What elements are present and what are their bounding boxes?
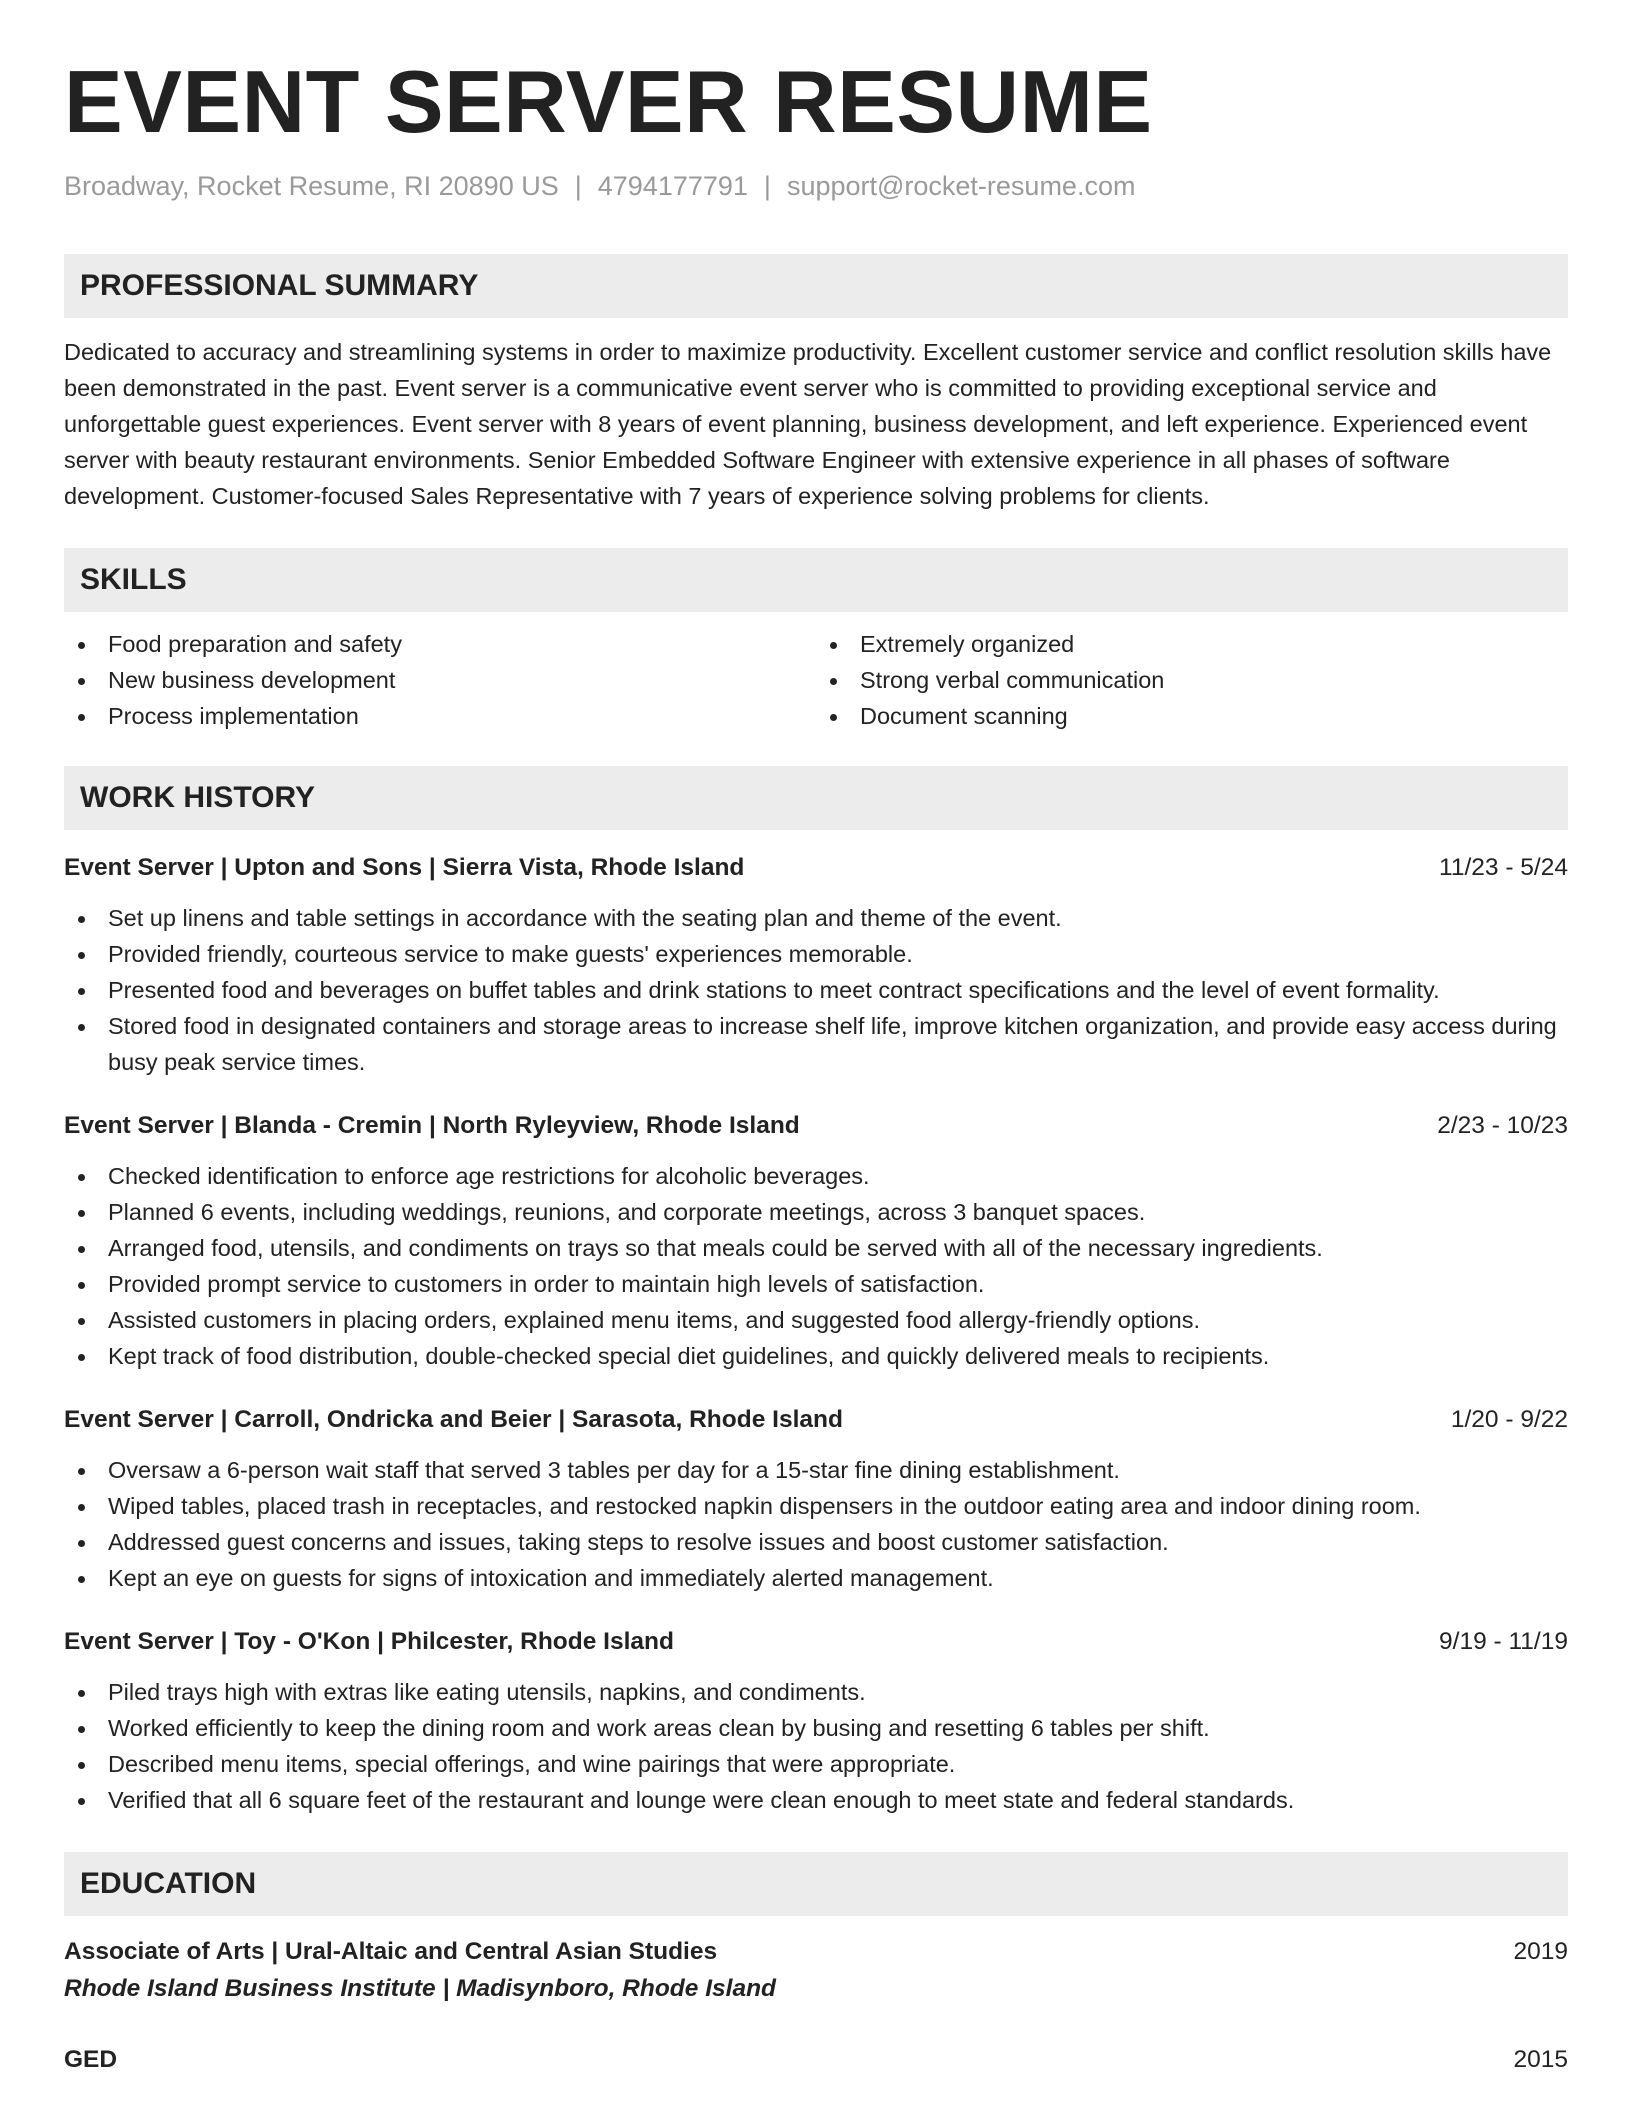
job-bullet: Provided prompt service to customers in order to maintain high levels of satisfaction. [64,1266,1568,1302]
skill-item: Process implementation [108,698,816,734]
skill-item: Document scanning [860,698,1568,734]
skill-item: Strong verbal communication [860,662,1568,698]
skill-item: New business development [108,662,816,698]
contact-line [64,168,1568,204]
page-title: EVENT SERVER RESUME [64,52,1153,151]
job-title: Event Server | Blanda - Cremin | North Ryleyview, Rhode Island [64,1112,800,1139]
job-title: Event Server | Carroll, Ondricka and Beier | Sarasota, Rhode Island [64,1406,843,1433]
job-bullet: Stored food in designated containers and storage areas to increase shelf life, improve kitchen organization, and provide easy access during busy peak service times. [64,1008,1568,1080]
job-bullet: Kept track of food distribution, double-checked special diet guidelines, and quickly delivered meals to recipients. [64,1338,1568,1374]
contact-separator: | [763,171,771,201]
contact-phone: 4794177791 [597,171,748,201]
education-row [64,1934,1568,1970]
skills-grid [64,626,1568,734]
job-bullets [64,1452,1568,1596]
job-bullet: Presented food and beverages on buffet tables and drink stations to meet contract specifications and the level of event formality. [64,972,1568,1008]
job-title: Event Server | Toy - O'Kon | Philcester, Rhode Island [64,1628,674,1655]
job-entry [64,1402,1568,1596]
job-title-row [64,1624,1568,1660]
job-bullet: Verified that all 6 square feet of the restaurant and lounge were clean enough to meet state and federal standards. [64,1782,1568,1818]
job-bullets [64,1158,1568,1374]
job-title-row [64,850,1568,886]
education-degree: Associate of Arts | Ural-Altaic and Central Asian Studies [64,1938,718,1965]
job-bullet: Worked efficiently to keep the dining room and work areas clean by busing and resetting 6 tables per shift. [64,1710,1568,1746]
job-bullet: Addressed guest concerns and issues, taking steps to resolve issues and boost customer satisfaction. [64,1524,1568,1560]
skills-column-right [816,626,1568,734]
section-header-summary: PROFESSIONAL SUMMARY [64,254,1568,318]
job-bullet: Checked identification to enforce age restrictions for alcoholic beverages. [64,1158,1568,1194]
job-bullet: Set up linens and table settings in accordance with the seating plan and theme of the event. [64,900,1568,936]
summary-text: Dedicated to accuracy and streamlining systems in order to maximize productivity. Excellent customer service and conflict resolution skills have been demonstrated in the past. Event server is a communicative event server who is committed to providing exceptional service and unforgettable guest experiences. Event server with 8 years of event planning, business development, and left experience. Experienced event server with beauty restaurant environments. Senior Embedded Software Engineer with extensive experience in all phases of software development. Customer-focused Sales Representative with 7 years of experience solving problems for clients. [64,339,1552,509]
education-year: 2015 [1513,2046,1568,2073]
job-bullets [64,1674,1568,1818]
job-bullets [64,900,1568,1080]
skills-column-left [64,626,816,734]
contact-separator: | [574,171,582,201]
job-bullet: Arranged food, utensils, and condiments on trays so that meals could be served with all of the necessary ingredients. [64,1230,1568,1266]
job-bullet: Planned 6 events, including weddings, reunions, and corporate meetings, across 3 banquet spaces. [64,1194,1568,1230]
section-header-education: EDUCATION [64,1852,1568,1916]
contact-address: Broadway, Rocket Resume, RI 20890 US [64,171,559,201]
education-school: Rhode Island Business Institute | Madisynboro, Rhode Island [64,1975,776,2002]
job-bullet: Provided friendly, courteous service to make guests' experiences memorable. [64,936,1568,972]
job-entry [64,1624,1568,1818]
job-bullet: Described menu items, special offerings, and wine pairings that were appropriate. [64,1746,1568,1782]
section-header-skills: SKILLS [64,548,1568,612]
education-entry [64,2042,1568,2078]
job-bullet: Assisted customers in placing orders, explained menu items, and suggested food allergy-friendly options. [64,1302,1568,1338]
job-dates: 9/19 - 11/19 [1439,1628,1568,1655]
section-header-work-history: WORK HISTORY [64,766,1568,830]
job-bullet: Piled trays high with extras like eating utensils, napkins, and condiments. [64,1674,1568,1710]
job-title-row [64,1108,1568,1144]
job-bullet: Oversaw a 6-person wait staff that served 3 tables per day for a 15-star fine dining establishment. [64,1452,1568,1488]
skill-item: Extremely organized [860,626,1568,662]
education-year: 2019 [1513,1938,1568,1965]
job-title: Event Server | Upton and Sons | Sierra Vista, Rhode Island [64,854,745,881]
job-dates: 1/20 - 9/22 [1450,1406,1568,1433]
education-row [64,2042,1568,2078]
job-dates: 2/23 - 10/23 [1437,1112,1568,1139]
job-dates: 11/23 - 5/24 [1439,854,1568,881]
job-entry [64,1108,1568,1374]
job-entry [64,850,1568,1080]
contact-email[interactable]: support@rocket-resume.com [786,171,1136,201]
job-title-row [64,1402,1568,1438]
job-bullet: Wiped tables, placed trash in receptacles, and restocked napkin dispensers in the outdoor eating area and indoor dining room. [64,1488,1568,1524]
education-entry [64,1934,1568,2008]
skill-item: Food preparation and safety [108,626,816,662]
job-bullet: Kept an eye on guests for signs of intoxication and immediately alerted management. [64,1560,1568,1596]
education-degree: GED [64,2046,118,2073]
